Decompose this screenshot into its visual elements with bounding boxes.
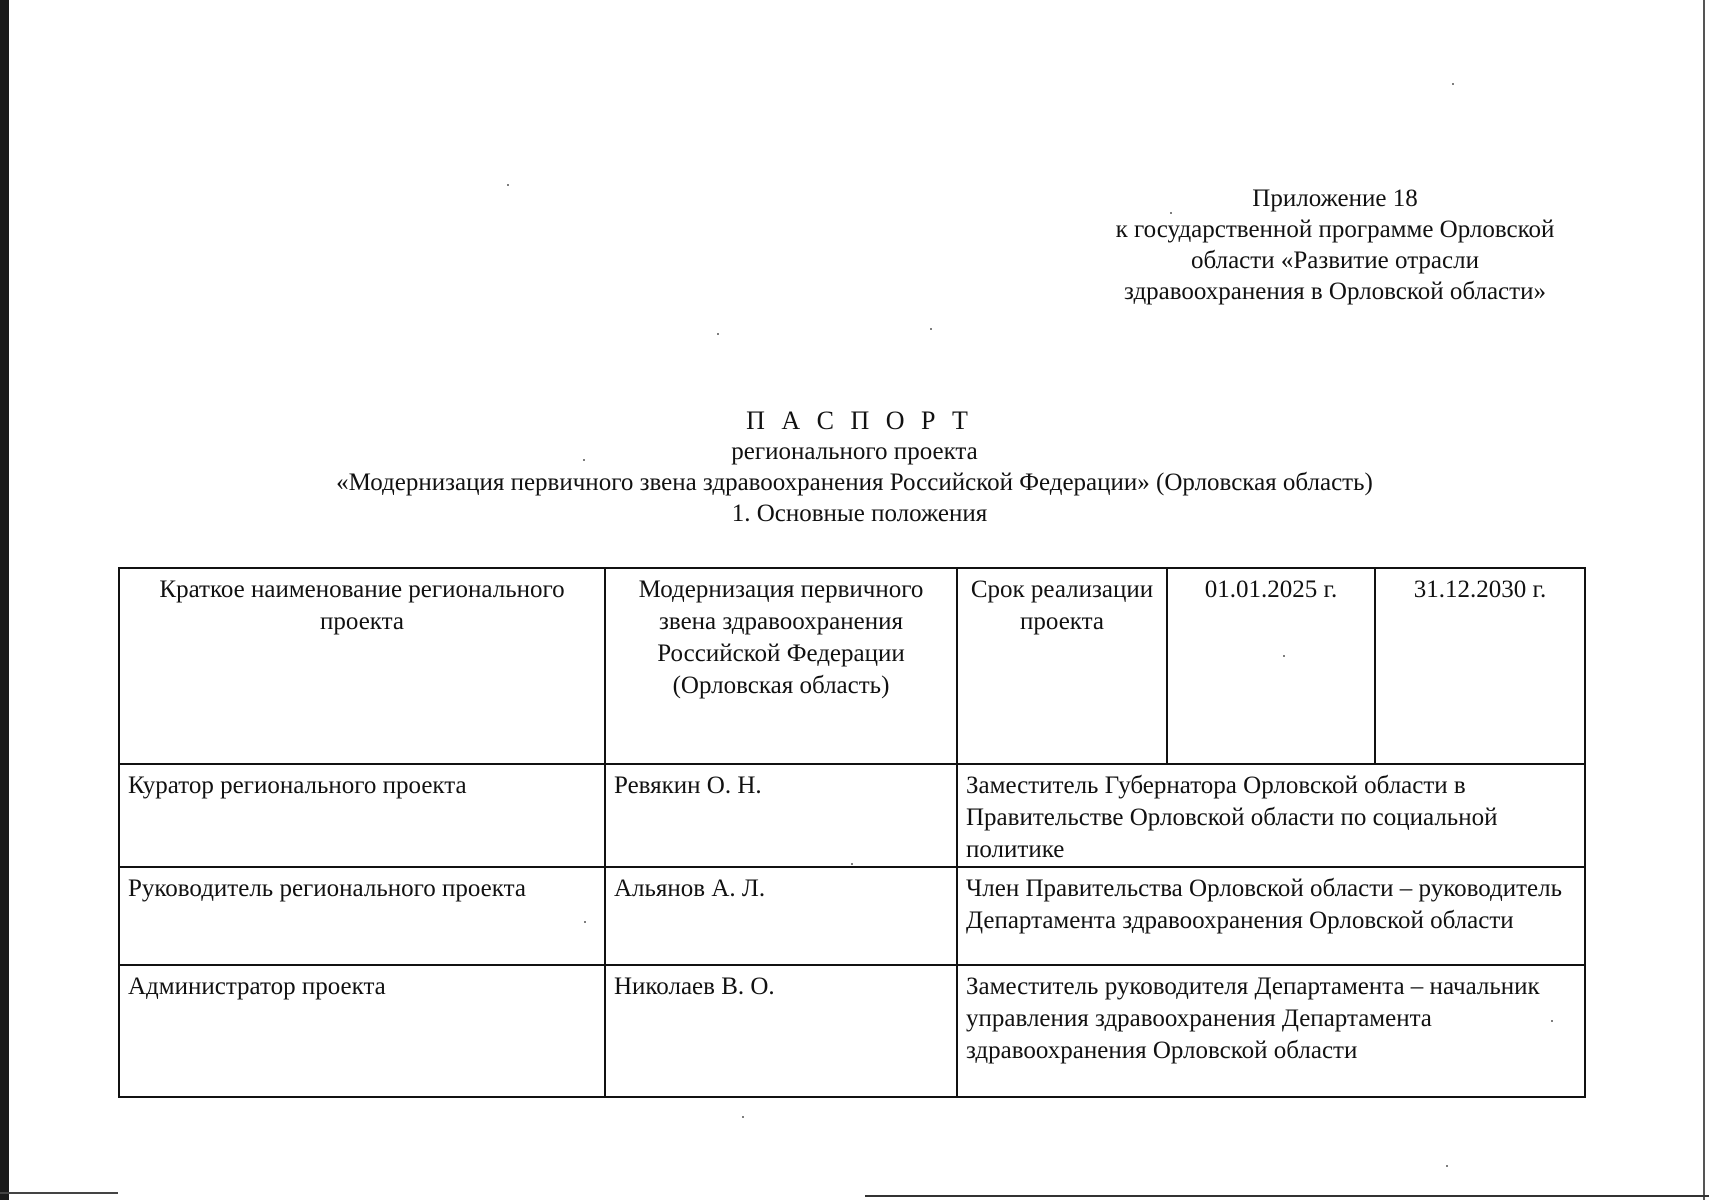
administrator-position-cell: Заместитель руководителя Департамента – начальник управления здравоохранения Департамента здравоохранения Орловской области bbox=[957, 965, 1585, 1097]
curator-label-cell: Куратор регионального проекта bbox=[119, 764, 605, 867]
scan-bottom-line-left bbox=[0, 1192, 118, 1194]
table-row bbox=[119, 764, 1585, 867]
administrator-label-cell: Администратор проекта bbox=[119, 965, 605, 1097]
start-date-cell: 01.01.2025 г. bbox=[1167, 568, 1375, 764]
curator-position-cell: Заместитель Губернатора Орловской области в Правительстве Орловской области по социальной политике bbox=[957, 764, 1585, 867]
scan-bottom-line-right bbox=[865, 1195, 1709, 1197]
term-label-cell: Срок реализации проекта bbox=[957, 568, 1167, 764]
short-name-label-cell: Краткое наименование регионального проекта bbox=[119, 568, 605, 764]
administrator-name-cell: Николаев В. О. bbox=[605, 965, 957, 1097]
main-provisions-table bbox=[118, 567, 1586, 1098]
appendix-line: здравоохранения в Орловской области» bbox=[1124, 278, 1546, 305]
appendix-line: Приложение 18 bbox=[1252, 185, 1418, 212]
document-title-block bbox=[0, 405, 1709, 529]
appendix-line: к государственной программе Орловской bbox=[1115, 216, 1555, 243]
table-row bbox=[119, 867, 1585, 965]
short-name-value-cell: Модернизация первичного звена здравоохранения Российской Федерации (Орловская область) bbox=[605, 568, 957, 764]
passport-heading: П А С П О Р Т bbox=[746, 406, 973, 435]
table-row bbox=[119, 965, 1585, 1097]
end-date-cell: 31.12.2030 г. bbox=[1375, 568, 1585, 764]
table-row bbox=[119, 568, 1585, 764]
appendix-line: области «Развитие отрасли bbox=[1191, 247, 1479, 274]
appendix-block bbox=[1045, 183, 1625, 307]
scan-left-border bbox=[0, 0, 9, 1200]
section-heading: 1. Основные положения bbox=[731, 500, 988, 527]
curator-name-cell: Ревякин О. Н. bbox=[605, 764, 957, 867]
head-name-cell: Альянов А. Л. bbox=[605, 867, 957, 965]
head-position-cell: Член Правительства Орловской области – руководитель Департамента здравоохранения Орловской области bbox=[957, 867, 1585, 965]
passport-subtitle: регионального проекта bbox=[731, 438, 978, 465]
head-label-cell: Руководитель регионального проекта bbox=[119, 867, 605, 965]
scan-right-edge bbox=[1703, 0, 1705, 1200]
project-name: «Модернизация первичного звена здравоохранения Российской Федерации» (Орловская область) bbox=[336, 469, 1373, 496]
